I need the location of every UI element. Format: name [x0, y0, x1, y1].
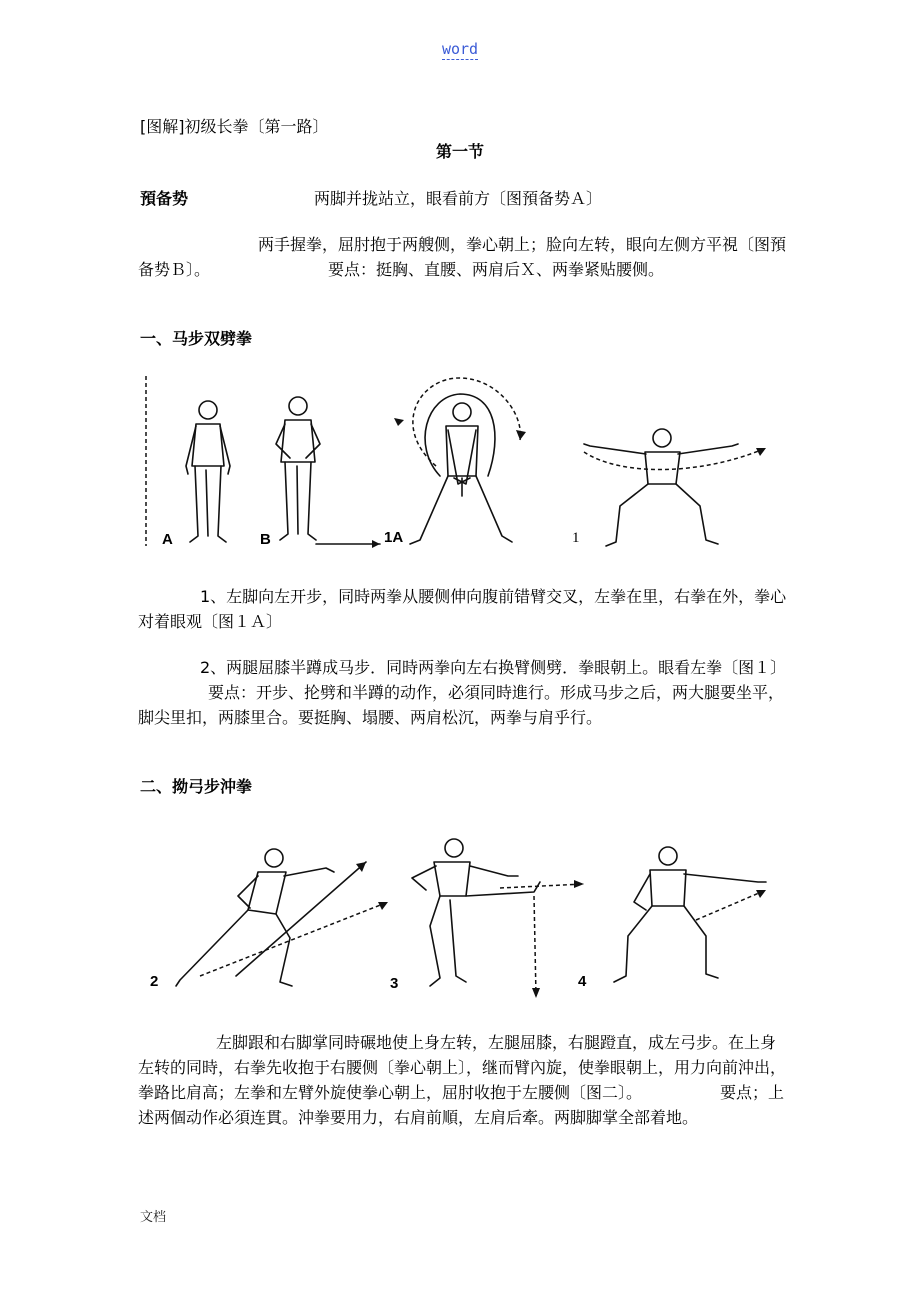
part2-paragraph [138, 1030, 788, 1130]
part2-keypoint: 要点；上述两個动作必須连貫。沖拳要用力，右肩前順，左肩后牽。两脚脚掌全部着地。 [138, 1083, 785, 1127]
figure-label-3: 3 [390, 975, 399, 992]
part2-paragraph-text: 左脚跟和右脚掌同時碾地使上身左转，左腿屈膝，右腿蹬直，成左弓步。在上身左转的同時，右拳先收抱于右腰侧〔拳心朝上〕，继而臂內旋，使拳眼朝上，用力向前沖出，拳路比肩高；左拳和左臂外旋使拳心朝上，屈肘收抱于左腰侧〔图二〕。 [138, 1033, 787, 1102]
figure-label-a: A [162, 531, 173, 548]
figure-b-person [276, 397, 320, 540]
figure-a-person [186, 401, 230, 542]
prep-label: 預备势 [140, 189, 189, 208]
prep-keypoint: 要点：挺胸、直腰、两肩后Ｘ、两拳紧贴腰侧。 [328, 260, 665, 279]
part1-illustration [140, 366, 780, 556]
figure-label-1a: 1A [384, 529, 404, 546]
figure-4-person [614, 847, 766, 982]
part2-illustration [140, 826, 780, 1006]
header-word-text[interactable]: word [441, 40, 479, 58]
prep-paragraph-text: 两手握拳，屈肘抱于两艘侧，拳心朝上；脸向左转，眼向左侧方平視〔图預备势Ｂ〕。 [138, 235, 787, 279]
part1-step1-text: 1、左脚向左开步，同時两拳从腰侧伸向腹前错臂交叉，左拳在里，右拳在外，拳心对着眼观〔图１Ａ〕 [138, 587, 787, 631]
section-heading: 第一节 [435, 142, 484, 161]
header-word-link[interactable] [0, 40, 920, 58]
figure-label-2: 2 [150, 973, 159, 990]
document-title: [图解]初级长拳〔第一路〕 [140, 117, 329, 136]
part1-heading: 一、马步双劈拳 [140, 329, 253, 348]
figure-label-4: 4 [578, 973, 587, 990]
part1-step1 [138, 584, 788, 634]
figure-3-person [412, 839, 540, 986]
prep-paragraph [138, 232, 788, 282]
prep-line1: 两脚并拢站立，眼看前方〔图預备势Ａ〕 [314, 189, 603, 208]
part1-keypoint: 要点：开步、抡劈和半蹲的动作，必須同時進行。形成马步之后，两大腿要坐平，脚尖里扣，两膝里合。要挺胸、塌腰、两肩松沉，两拳与肩乎行。 [138, 683, 785, 727]
figure-label-1: 1 [572, 530, 580, 546]
part1-step2 [138, 655, 788, 730]
part1-step2-text: 2、两腿屈膝半蹲成马步．同時两拳向左右换臂侧劈．拳眼朝上。眼看左拳〔图１〕 [200, 658, 787, 677]
figure-2-person [176, 849, 334, 986]
part2-figure [140, 826, 780, 1010]
footer-label: 文档 [140, 1210, 167, 1225]
figure-1-person [584, 429, 738, 546]
part2-heading: 二、拗弓步沖拳 [140, 777, 253, 796]
part1-figure [140, 366, 780, 560]
figure-label-b: B [260, 531, 271, 548]
figure-1a-person [410, 403, 512, 544]
